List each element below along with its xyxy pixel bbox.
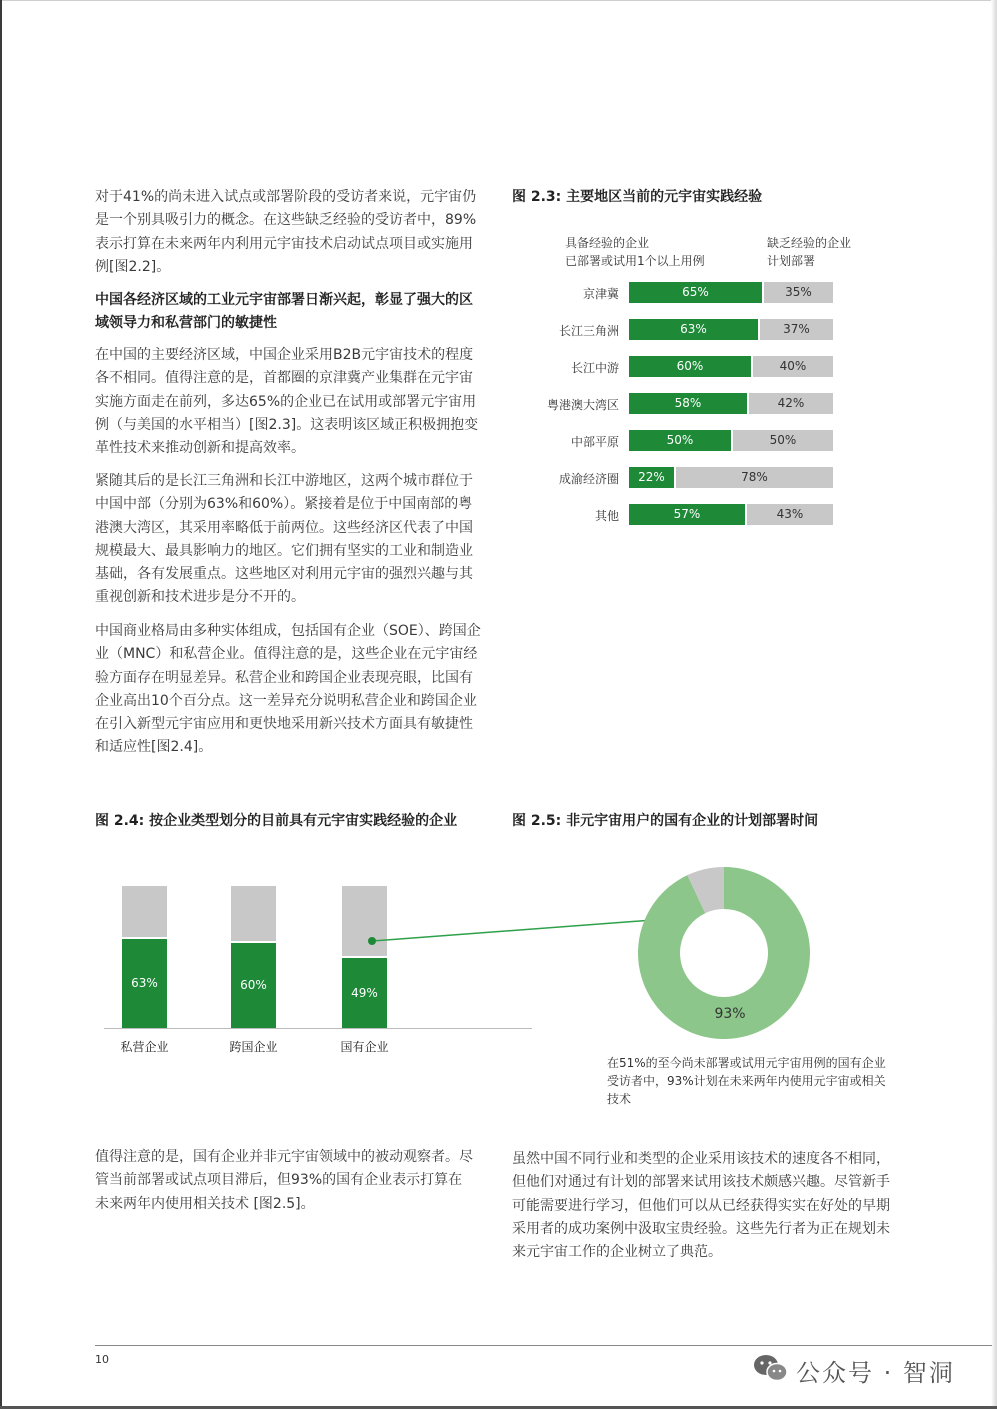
fig24-bar-experienced: 49%	[342, 958, 387, 1028]
fig24-category-label: 私营企业	[120, 1040, 169, 1054]
fig25-title: 图 2.5: 非元宇宙用户的国有企业的计划部署时间	[512, 813, 819, 829]
wechat-icon	[752, 1352, 790, 1384]
page-right-shadow	[991, 0, 997, 1409]
fig24-bar-experienced: 60%	[231, 943, 276, 1028]
page-number: 10	[95, 1353, 109, 1366]
fig23-category-label: 长江三角洲	[558, 324, 619, 338]
fig23-bar-experienced: 65%	[629, 282, 762, 303]
fig23-bar-experienced: 63%	[629, 319, 758, 340]
central-regions-paragraph: 紧随其后的是长江三角洲和长江中游地区，这两个城市群位于中国中部（分别为63%和60%）。紧接着是位于中国南部的粤港澳大湾区，其采用率略低于前两位。这些经济区代表了中国规模最大、最具影响力的地区。它们拥有坚实的工业和制造业基础，各有发展重点。这些地区对利用元宇宙的强烈兴趣与其重视创新和技术进步是分不开的。	[95, 473, 473, 606]
fig23-bar-inexperienced: 43%	[747, 504, 833, 525]
fig24-bar-remainder	[342, 886, 387, 956]
watermark-text: 公众号 · 智洞	[796, 1359, 955, 1387]
fig24-category-label: 跨国企业	[229, 1040, 278, 1054]
fig23-bar-experienced: 22%	[629, 467, 674, 488]
fig23-bar-inexperienced: 42%	[749, 393, 833, 414]
fig23-bar-experienced: 57%	[629, 504, 745, 525]
fig23-title: 图 2.3: 主要地区当前的元宇宙实践经验	[512, 189, 763, 205]
enterprise-types-paragraph: 中国商业格局由多种实体组成，包括国有企业（SOE）、跨国企业（MNC）和私营企业。值得注意的是，这些企业在元宇宙经验方面存在明显差异。私营企业和跨国企业表现亮眼，比国有企业高出10个百分点。这一差异充分说明私营企业和跨国企业在引入新型元宇宙应用和更快地采用新兴技术方面具有敏捷性和适应性[图2.4]。	[95, 623, 481, 756]
footer-rule	[95, 1345, 992, 1346]
intro-paragraph: 对于41%的尚未进入试点或部署阶段的受访者来说，元宇宙仍是一个别具吸引力的概念。在这些缺乏经验的受访者中，89%表示打算在未来两年内利用元宇宙技术启动试点项目或实施用例[图2.2]。	[95, 189, 477, 275]
fig23-bar-inexperienced: 78%	[676, 467, 833, 488]
fig23-bar-experienced: 50%	[629, 430, 731, 451]
fig24-category-label: 国有企业	[340, 1040, 389, 1054]
page-top-border	[0, 0, 997, 1]
fig23-bar-inexperienced: 40%	[753, 356, 833, 377]
soe-paragraph: 值得注意的是，国有企业并非元宇宙领域中的被动观察者。尽管当前部署或试点项目滞后，但93%的国有企业表示打算在未来两年内使用相关技术 [图2.5]。	[95, 1149, 473, 1212]
fig23-category-label: 中部平原	[570, 435, 619, 449]
fig23-category-label: 京津冀	[582, 287, 619, 301]
conclusion-paragraph: 虽然中国不同行业和类型的企业采用该技术的速度各不相同，但他们对通过有计划的部署来试用该技术颇感兴趣。尽管新手可能需要进行学习，但他们可以从已经获得实实在好处的早期采用者的成功案例中汲取宝贵经验。这些先行者为正在规划未来元宇宙工作的企业树立了典范。	[512, 1151, 890, 1261]
fig24-bar-remainder	[122, 886, 167, 937]
page-left-border	[0, 0, 2, 1409]
fig23-legend-experienced: 具备经验的企业 已部署或试用1个以上用例	[565, 236, 705, 268]
fig23-bar-inexperienced: 50%	[733, 430, 833, 451]
fig24-bar-remainder	[231, 886, 276, 941]
connector-line	[372, 919, 666, 941]
fig23-category-label: 长江中游	[570, 361, 619, 375]
donut-value-label: 93%	[714, 1006, 746, 1022]
fig23-category-label: 成渝经济圈	[558, 472, 619, 486]
fig24-baseline	[104, 1028, 532, 1029]
fig24-title: 图 2.4: 按企业类型划分的目前具有元宇宙实践经验的企业	[95, 813, 458, 829]
fig24-bar-experienced: 63%	[122, 939, 167, 1028]
fig23-category-label: 粤港澳大湾区	[546, 398, 619, 412]
fig23-legend-inexperienced: 缺乏经验的企业 计划部署	[767, 236, 852, 268]
fig23-bar-experienced: 58%	[629, 393, 747, 414]
regions-paragraph: 在中国的主要经济区域，中国企业采用B2B元宇宙技术的程度各不相同。值得注意的是，首都圈的京津冀产业集群在元宇宙实施方面走在前列，多达65%的企业已在试用或部署元宇宙用例（与美国的水平相当）[图2.3]。这表明该区域正积极拥抱变革性技术来推动创新和提高效率。	[95, 347, 479, 457]
fig23-category-label: 其他	[594, 509, 619, 523]
fig25-note: 在51%的至今尚未部署或试用元宇宙用例的国有企业受访者中，93%计划在未来两年内使用元宇宙或相关技术	[607, 1056, 886, 1106]
fig23-bar-inexperienced: 35%	[764, 282, 833, 303]
fig23-bar-experienced: 60%	[629, 356, 751, 377]
fig23-bar-inexperienced: 37%	[760, 319, 833, 340]
section-heading: 中国各经济区域的工业元宇宙部署日渐兴起，彰显了强大的区域领导力和私营部门的敏捷性	[95, 292, 473, 332]
